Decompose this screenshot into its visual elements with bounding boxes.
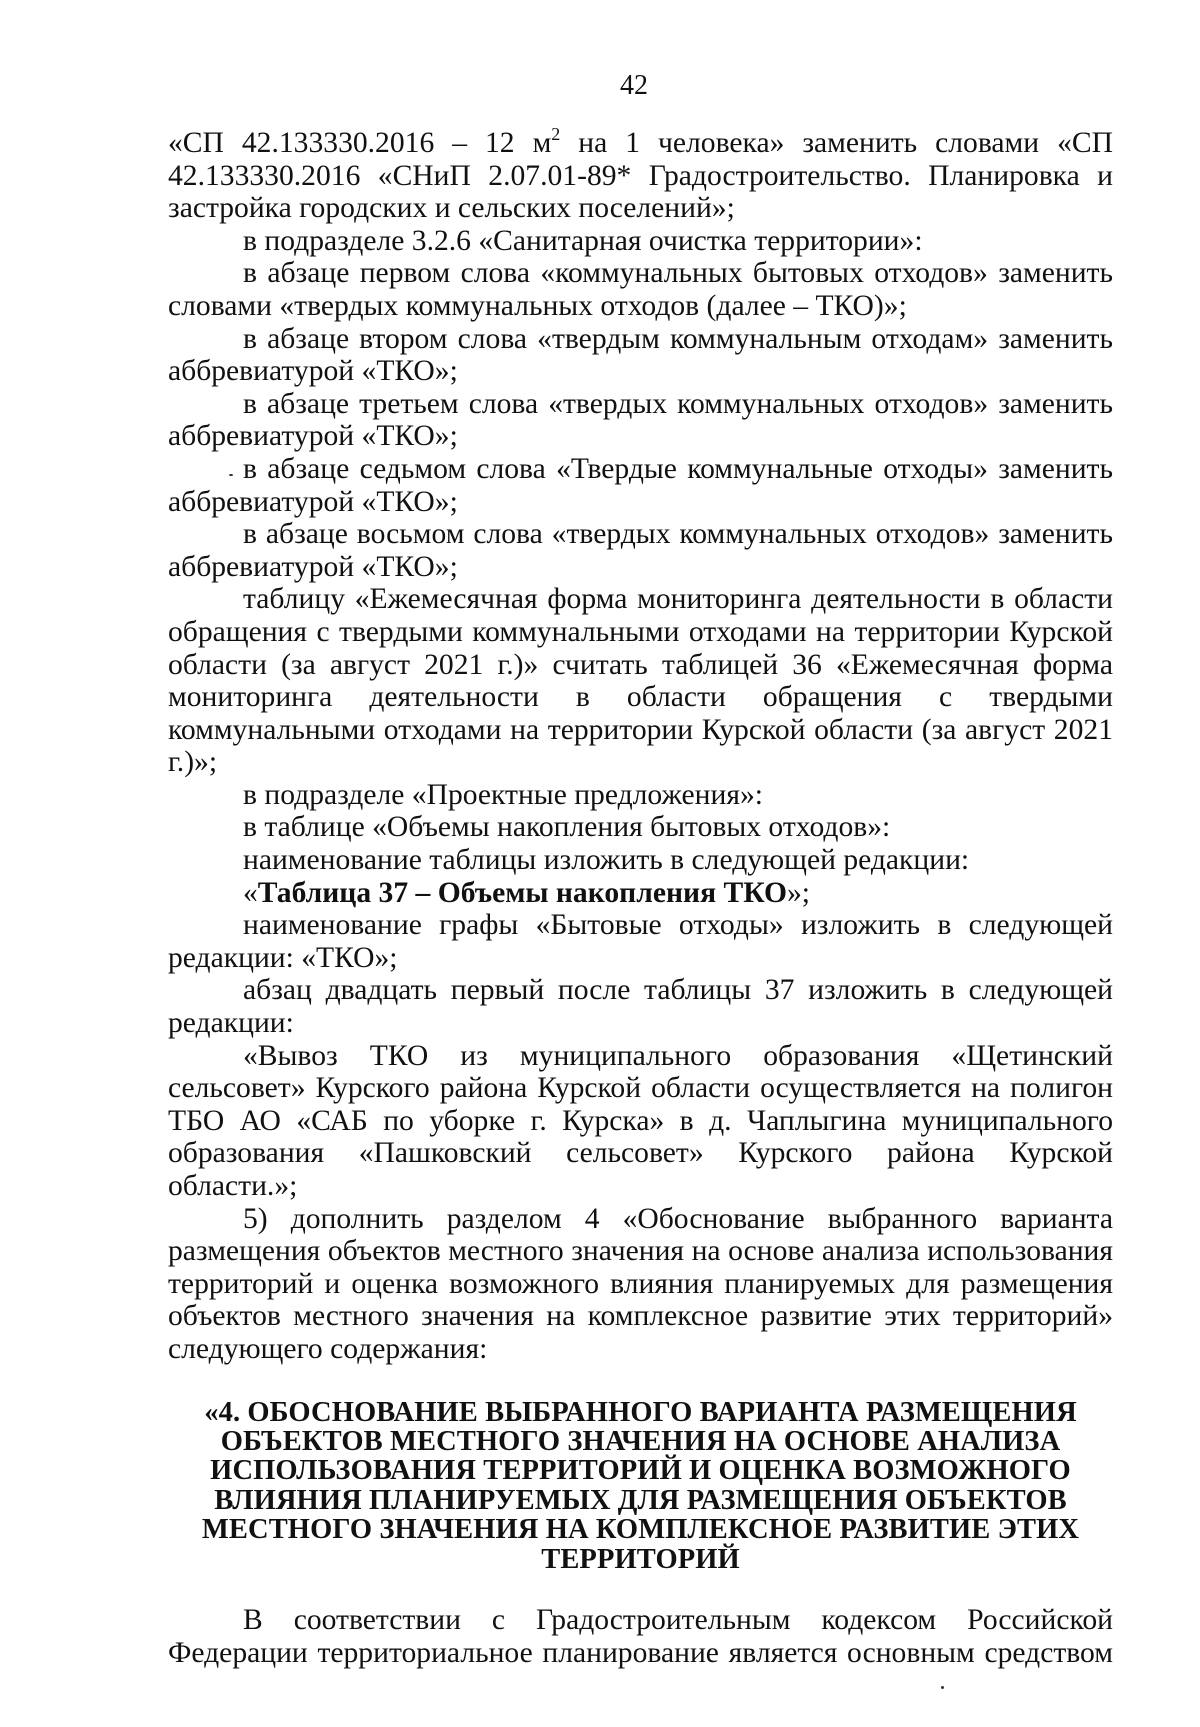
paragraph-sp-replacement-part2: на 1 человека» заменить словами «СП 42.133330.2016 «СНиП 2.07.01-89* Градостроительство. Планировка и застройка городских и сельских поселений»; bbox=[168, 127, 1113, 225]
paragraph-subsection-326: в подразделе 3.2.6 «Санитарная очистка территории»: bbox=[243, 224, 923, 257]
scan-speck bbox=[941, 1686, 944, 1689]
paragraph-abzac-21: абзац двадцать первый после таблицы 37 изложить в следующей редакции: bbox=[168, 974, 1113, 1040]
superscript-2: 2 bbox=[551, 124, 561, 144]
paragraph-add-section-4: 5) дополнить разделом 4 «Обоснование выбранного варианта размещения объектов местного значения на основе анализа использования территорий и оценка возможного влияния планируемых для размещения объектов местного значения на комплексное развитие этих территорий» следующего содержания: bbox=[168, 1202, 1113, 1365]
quote-open: « bbox=[243, 876, 258, 909]
paragraph-eighth-abzac: в абзаце восьмом слова «твердых коммунальных отходов» заменить аббревиатурой «ТКО»; bbox=[168, 518, 1113, 583]
paragraph-table-volumes: в таблице «Объемы накопления бытовых отходов»: bbox=[243, 811, 891, 844]
section-4-heading: «4. ОБОСНОВАНИЕ ВЫБРАННОГО ВАРИАНТА РАЗМЕЩЕНИЯ ОБЪЕКТОВ МЕСТНОГО ЗНАЧЕНИЯ НА ОСНОВЕ АНАЛИЗА ИСПОЛЬЗОВАНИЯ ТЕРРИТОРИЙ И ОЦЕНКА ВОЗМОЖНОГО ВЛИЯНИЯ ПЛАНИРУЕМЫХ ДЛЯ РАЗМЕЩЕНИЯ ОБЪЕКТОВ МЕСТНОГО ЗНАЧЕНИЯ НА КОМПЛЕКСНОЕ РАЗВИТИЕ ЭТИХ ТЕРРИТОРИЙ bbox=[201, 1396, 1080, 1575]
paragraph-tko-removal: «Вывоз ТКО из муниципального образования «Щетинский сельсовет» Курского района Курской области осуществляется на полигон ТБО АО «САБ по уборке г. Курска» в д. Чаплыгина муниципального образования «Пашковский сельсовет» Курского района Курской области.»; bbox=[168, 1039, 1113, 1202]
table-37-title: Таблица 37 – Объемы накопления ТКО bbox=[257, 876, 787, 909]
scan-speck bbox=[229, 474, 233, 476]
page-number: 42 bbox=[620, 70, 648, 101]
paragraph-column-name: наименование графы «Бытовые отходы» изложить в следующей редакции: «ТКО»; bbox=[168, 909, 1113, 974]
paragraph-second-abzac: в абзаце втором слова «твердым коммунальным отходам» заменить аббревиатурой «ТКО»; bbox=[168, 322, 1113, 388]
paragraph-sp-replacement bbox=[168, 124, 1113, 225]
paragraph-table-37-title bbox=[168, 877, 1113, 910]
paragraph-project-proposals: в подразделе «Проектные предложения»: bbox=[243, 778, 763, 811]
paragraph-seventh-abzac: в абзаце седьмом слова «Твердые коммунальные отходы» заменить аббревиатурой «ТКО»; bbox=[168, 452, 1113, 518]
paragraph-table-name: наименование таблицы изложить в следующей редакции: bbox=[243, 844, 970, 877]
quote-close: »; bbox=[786, 876, 810, 909]
paragraph-gradcode: В соответствии с Градостроительным кодексом Российской Федерации территориальное планирование является основным средством bbox=[168, 1604, 1113, 1669]
paragraph-sp-replacement-part1: «СП 42.133330.2016 – 12 м bbox=[168, 127, 552, 159]
document-body bbox=[168, 124, 1113, 1669]
paragraph-first-abzac: в абзаце первом слова «коммунальных бытовых отходов» заменить словами «твердых коммунальных отходов (далее – ТКО)»; bbox=[168, 257, 1113, 322]
paragraph-third-abzac: в абзаце третьем слова «твердых коммунальных отходов» заменить аббревиатурой «ТКО»; bbox=[168, 387, 1113, 453]
paragraph-table-36: таблицу «Ежемесячная форма мониторинга деятельности в области обращения с твердыми коммунальными отходами на территории Курской области (за август 2021 г.)» считать таблицей 36 «Ежемесячная форма мониторинга деятельности в области обращения с твердыми коммунальными отходами на территории Курской области (за август 2021 г.)»; bbox=[168, 583, 1113, 779]
